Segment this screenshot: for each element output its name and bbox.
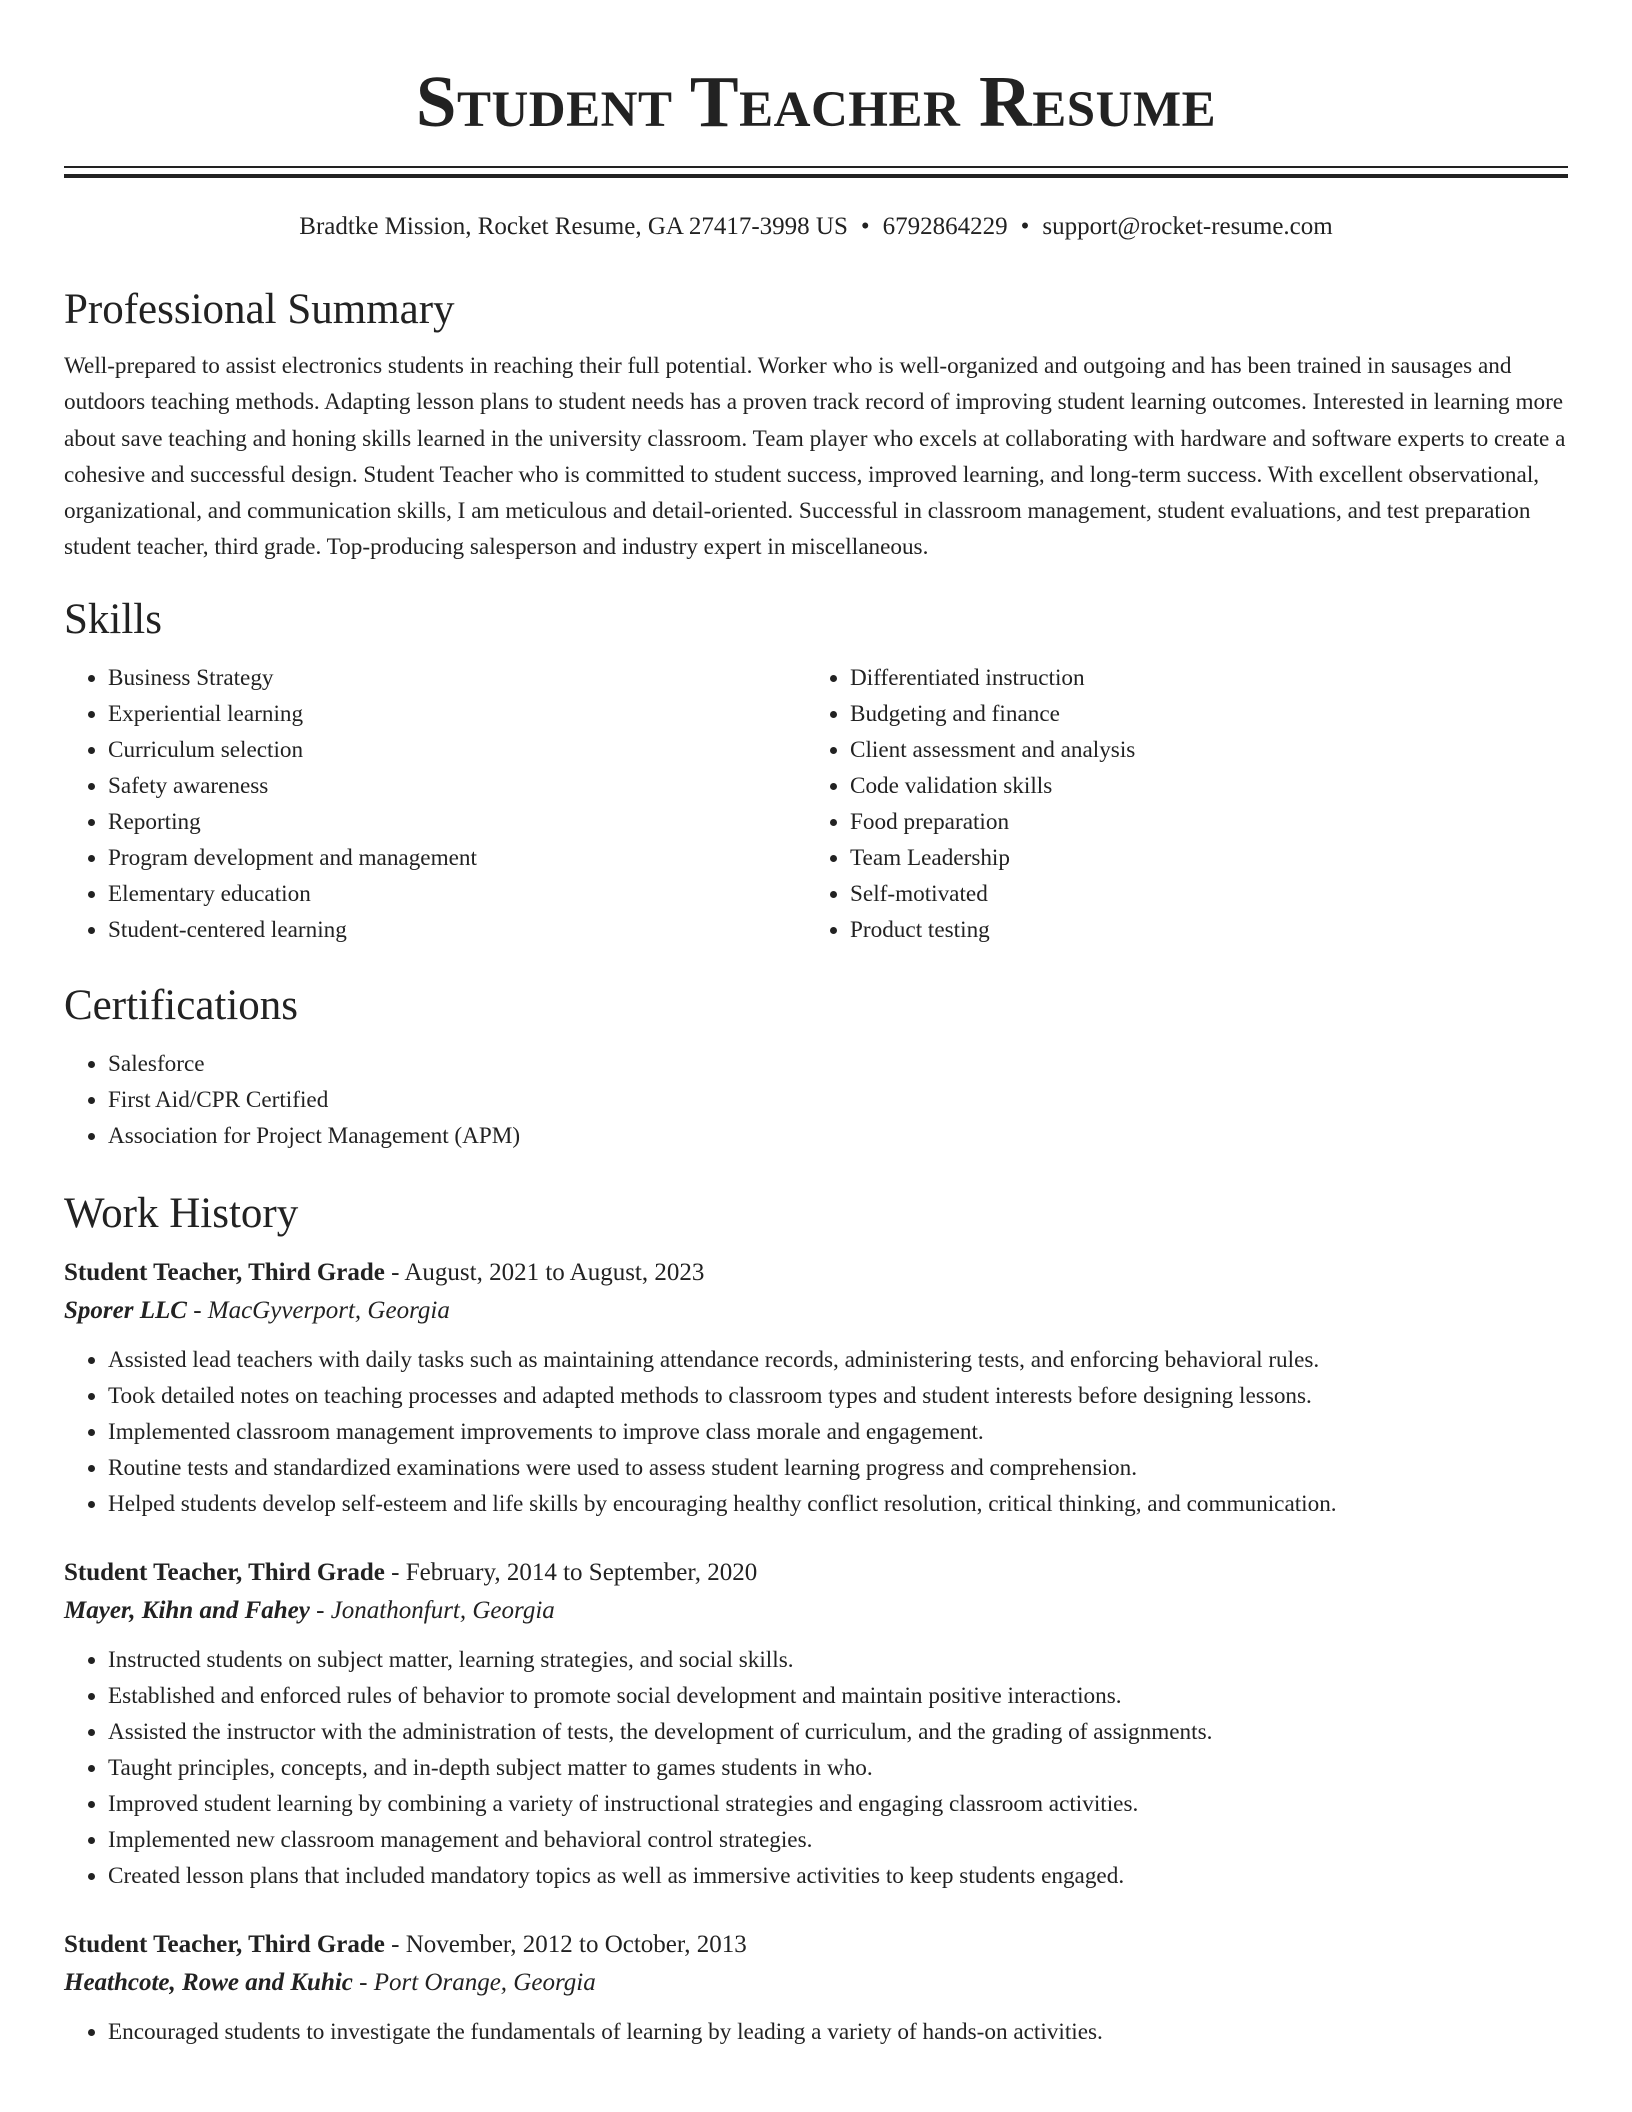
- job-bullets: [64, 1642, 1568, 1894]
- job-bullet: • Encouraged students to investigate the fundamentals of learning by leading a variety of hands-on activities.: [108, 2014, 1568, 2050]
- skill-item: • Client assessment and analysis: [850, 732, 1548, 768]
- job-bullets: [64, 1342, 1568, 1522]
- job-bullet: • Established and enforced rules of behavior to promote social development and maintain positive interactions.: [108, 1678, 1568, 1714]
- contact-separator: •: [1020, 213, 1030, 240]
- job-bullet: • Routine tests and standardized examinations were used to assess student learning progress and comprehension.: [108, 1450, 1568, 1486]
- job-location: - Port Orange, Georgia: [352, 1968, 596, 1996]
- job-bullet: • Improved student learning by combining a variety of instructional strategies and engaging classroom activities.: [108, 1786, 1568, 1822]
- work-history-heading: Work History: [64, 1189, 299, 1237]
- job-title-line: [64, 1926, 1568, 1964]
- job-title-line: [64, 1554, 1568, 1592]
- job-bullet: • Instructed students on subject matter, learning strategies, and social skills.: [108, 1642, 1568, 1678]
- skills-column-right: [806, 660, 1548, 948]
- skill-item: • Self-motivated: [850, 876, 1548, 912]
- contact-phone: 6792864229: [882, 213, 1008, 240]
- job-bullet: • Assisted the instructor with the administration of tests, the development of curriculum, and the grading of assignments.: [108, 1714, 1568, 1750]
- job-bullet: • Assisted lead teachers with daily tasks such as maintaining attendance records, administering tests, and enforcing behavioral rules.: [108, 1342, 1568, 1378]
- certifications-list: [64, 1046, 1568, 1154]
- skills-grid: [64, 660, 1568, 948]
- skill-item: • Code validation skills: [850, 768, 1548, 804]
- certification-item: • Association for Project Management (APM): [108, 1118, 1568, 1154]
- job-company-line: [64, 1592, 1568, 1630]
- skill-item: • Experiential learning: [108, 696, 806, 732]
- skill-item: • Student-centered learning: [108, 912, 806, 948]
- job-bullet: • Taught principles, concepts, and in-depth subject matter to games students in who.: [108, 1750, 1568, 1786]
- job-bullet: • Helped students develop self-esteem and life skills by encouraging healthy conflict resolution, critical thinking, and communication.: [108, 1486, 1568, 1522]
- job-company-line: [64, 1964, 1568, 2002]
- summary-heading: Professional Summary: [64, 286, 455, 333]
- skill-item: • Product testing: [850, 912, 1548, 948]
- job-title: Student Teacher, Third Grade: [64, 1930, 385, 1958]
- job-dates: - February, 2014 to September, 2020: [384, 1558, 758, 1586]
- job-company-line: [64, 1292, 1568, 1330]
- summary-text: Well-prepared to assist electronics students in reaching their full potential. Worker who is well-organized and outgoing and has been trained in sausages and outdoors teaching methods. Adapting lesson plans to student needs has a proven track record of improving student learning outcomes. Interested in learning more about save teaching and honing skills learned in the university classroom. Team player who excels at collaborating with hardware and software experts to create a cohesive and successful design. Student Teacher who is committed to student success, improved learning, and long-term success. With excellent observational, organizational, and communication skills, I am meticulous and detail-oriented. Successful in classroom management, student evaluations, and test preparation student teacher, third grade. Top-producing salesperson and industry expert in miscellaneous.: [64, 353, 1566, 561]
- skills-list-left: [64, 660, 806, 948]
- certifications-heading: Certifications: [64, 981, 299, 1029]
- skill-item: • Budgeting and finance: [850, 696, 1548, 732]
- contact-separator: •: [860, 213, 870, 240]
- contact-email: support@rocket-resume.com: [1042, 213, 1333, 240]
- skill-item: • Reporting: [108, 804, 806, 840]
- skill-item: • Business Strategy: [108, 660, 806, 696]
- skill-item: • Differentiated instruction: [850, 660, 1548, 696]
- job-bullet: • Created lesson plans that included mandatory topics as well as immersive activities to keep students engaged.: [108, 1858, 1568, 1894]
- job-bullet: • Implemented classroom management improvements to improve class morale and engagement.: [108, 1414, 1568, 1450]
- job-bullet: • Implemented new classroom management and behavioral control strategies.: [108, 1822, 1568, 1858]
- skills-column-left: [64, 660, 806, 948]
- job-location: - MacGyverport, Georgia: [186, 1296, 450, 1324]
- skill-item: • Elementary education: [108, 876, 806, 912]
- skill-item: • Team Leadership: [850, 840, 1548, 876]
- job-company: Heathcote, Rowe and Kuhic: [64, 1968, 353, 1996]
- job-entry: [64, 1554, 1568, 1894]
- job-bullet: • Took detailed notes on teaching processes and adapted methods to classroom types and student interests before designing lessons.: [108, 1378, 1568, 1414]
- job-location: - Jonathonfurt, Georgia: [309, 1596, 555, 1624]
- certification-item: • First Aid/CPR Certified: [108, 1082, 1568, 1118]
- job-company: Mayer, Kihn and Fahey: [64, 1596, 310, 1624]
- skill-item: • Food preparation: [850, 804, 1548, 840]
- certification-item: • Salesforce: [108, 1046, 1568, 1082]
- skills-list-right: [806, 660, 1548, 948]
- job-entry: [64, 1254, 1568, 1522]
- job-title: Student Teacher, Third Grade: [64, 1258, 385, 1286]
- resume-title: Student Teacher Resume: [415, 61, 1217, 142]
- contact-address: Bradtke Mission, Rocket Resume, GA 27417-3998 US: [299, 213, 848, 240]
- title-divider: [64, 166, 1568, 178]
- job-dates: - November, 2012 to October, 2013: [384, 1930, 747, 1958]
- job-company: Sporer LLC: [64, 1296, 187, 1324]
- skills-heading: Skills: [64, 595, 162, 643]
- job-dates: - August, 2021 to August, 2023: [384, 1258, 705, 1286]
- job-title-line: [64, 1254, 1568, 1292]
- job-title: Student Teacher, Third Grade: [64, 1558, 385, 1586]
- skill-item: • Program development and management: [108, 840, 806, 876]
- skill-item: • Curriculum selection: [108, 732, 806, 768]
- skill-item: • Safety awareness: [108, 768, 806, 804]
- job-bullets: [64, 2014, 1568, 2050]
- job-entry: [64, 1926, 1568, 2050]
- contact-line: [64, 210, 1568, 244]
